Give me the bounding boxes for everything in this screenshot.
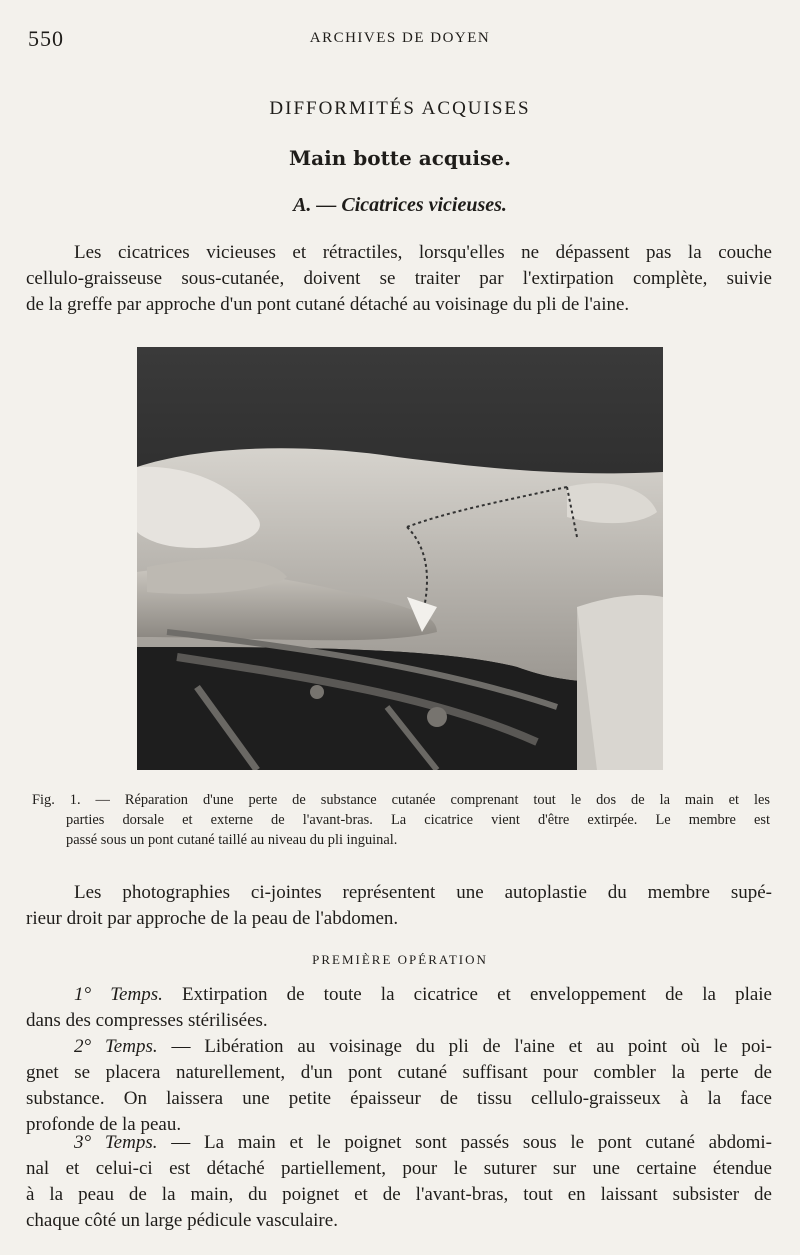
step-text: — Libération au voisinage du pli de l'aine et au point où le poi-: [157, 1036, 772, 1057]
paragraph-line: rieur droit par approche de la peau de l'abdomen.: [26, 908, 399, 929]
step-text: — La main et le poignet sont passés sous le pont cutané abdomi-: [157, 1132, 772, 1153]
photo-paragraph: [26, 880, 772, 932]
operation-title: PREMIÈRE OPÉRATION: [312, 952, 488, 967]
step-3: [26, 1130, 772, 1234]
caption-line: Fig. 1. — Réparation d'une perte de substance cutanée comprenant tout le dos de la main et les: [32, 792, 770, 808]
step-2: [26, 1034, 772, 1138]
caption-line: parties dorsale et externe de l'avant-bras. La cicatrice vient d'être extirpée. Le membre est: [66, 812, 770, 828]
subsubsection-title: A. — Cicatrices vicieuses.: [293, 194, 507, 216]
section-title: DIFFORMITÉS ACQUISES: [269, 98, 531, 119]
running-head: [0, 26, 800, 50]
surgical-photograph-icon: [137, 347, 663, 770]
subsection-title: Main botte acquise.: [289, 146, 511, 170]
step-1: [26, 982, 772, 1034]
step-label: 3° Temps.: [74, 1132, 158, 1153]
paragraph-line: à la peau de la main, du poignet et de l'avant-bras, tout en laissant subsister de: [26, 1184, 772, 1205]
paragraph-line: [26, 1034, 772, 1060]
caption-line: passé sous un pont cutané taillé au niveau du pli inguinal.: [66, 832, 398, 848]
paragraph-line: substance. On laissera une petite épaisseur de tissu cellulo-graisseux à la face: [26, 1088, 772, 1109]
paragraph-line: cellulo-graisseuse sous-cutanée, doivent se traiter par l'extirpation complète, suivie: [26, 268, 772, 289]
paragraph-line: gnet se placera naturellement, d'un pont cutané suffisant pour combler la perte de: [26, 1062, 772, 1083]
step-label: 2° Temps.: [74, 1036, 158, 1057]
step-label: 1° Temps.: [74, 984, 163, 1005]
figure-photograph: [137, 347, 663, 770]
paragraph-line: Les cicatrices vicieuses et rétractiles, lorsqu'elles ne dépassent pas la couche: [74, 242, 772, 263]
page-number: 550: [28, 26, 64, 51]
intro-paragraph: [26, 240, 772, 318]
paragraph-line: [26, 982, 772, 1008]
paragraph-line: dans des compresses stérilisées.: [26, 1010, 268, 1031]
paragraph-line: chaque côté un large pédicule vasculaire.: [26, 1210, 338, 1231]
paragraph-line: nal et celui-ci est détaché partiellement, pour le suturer sur une certaine étendue: [26, 1158, 772, 1179]
figure-caption: [32, 790, 770, 850]
journal-title: ARCHIVES DE DOYEN: [309, 30, 491, 46]
step-text: Extirpation de toute la cicatrice et enveloppement de la plaie: [162, 984, 772, 1005]
paragraph-line: de la greffe par approche d'un pont cutané détaché au voisinage du pli de l'aine.: [26, 294, 630, 315]
paragraph-line: profonde de la peau.: [26, 1114, 182, 1135]
paragraph-line: Les photographies ci-jointes représentent une autoplastie du membre supé-: [74, 882, 772, 903]
paragraph-line: [26, 1130, 772, 1156]
